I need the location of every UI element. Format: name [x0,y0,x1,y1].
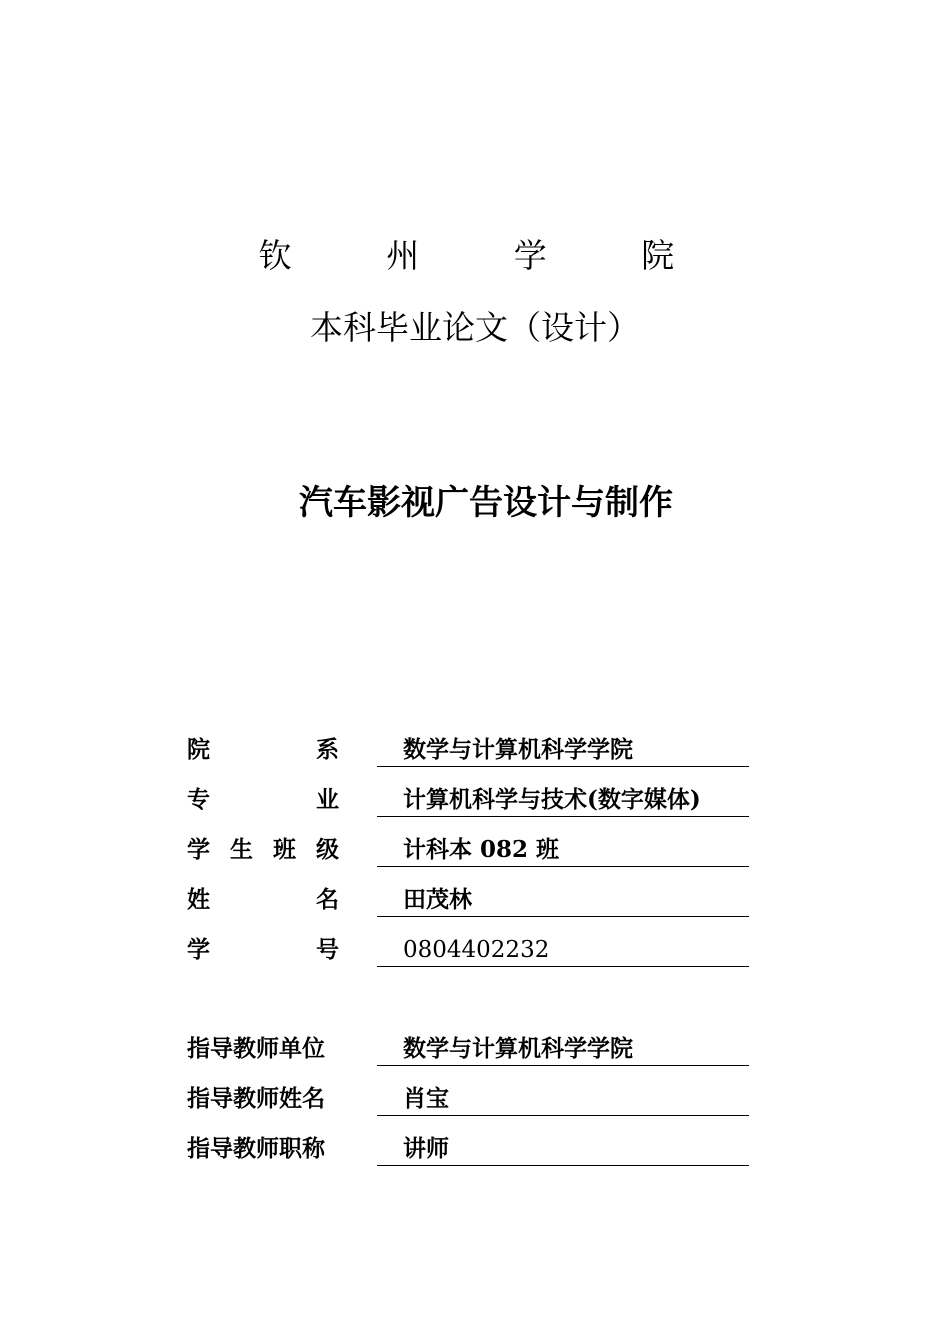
department-row [187,732,749,768]
advisor-unit-label: 指导教师单位 [187,1035,325,1062]
school-name: 钦 州 学 院 [258,236,717,275]
name-row [187,882,749,918]
major-field [377,782,749,817]
department-label [187,732,339,768]
student-id-label-char: 号 [316,936,339,963]
student-id-value: 0804402232 [403,937,550,963]
advisor-name-field [377,1081,749,1116]
student-id-row [187,932,749,968]
advisor-unit-row [187,1031,749,1067]
department-value: 数学与计算机科学学院 [403,736,633,763]
advisor-name-label: 指导教师姓名 [187,1085,325,1112]
thesis-type: 本科毕业论文（设计） [310,308,640,347]
name-value: 田茂林 [403,886,472,913]
department-field [377,732,749,767]
advisor-name-row [187,1081,749,1117]
advisor-name-value: 肖宝 [403,1085,449,1112]
advisor-title-value: 讲师 [403,1135,449,1162]
major-value: 计算机科学与技术(数字媒体) [403,786,701,813]
student-id-field [377,932,749,967]
advisor-unit-value: 数学与计算机科学学院 [403,1035,633,1062]
student-id-label-char: 学 [187,936,210,963]
student-id-label [187,932,339,968]
class-value: 计科本 082 班 [403,836,560,863]
class-field [377,832,749,867]
class-label [187,832,339,868]
advisor-title-row [187,1131,749,1167]
name-label-char: 姓 [187,886,210,913]
name-label-char: 名 [316,886,339,913]
department-label-char: 系 [316,736,339,763]
class-label-char: 学 [187,836,210,863]
major-label [187,782,339,818]
major-label-char: 专 [187,786,210,813]
major-row [187,782,749,818]
advisor-title-label: 指导教师职称 [187,1135,325,1162]
name-field [377,882,749,917]
major-label-char: 业 [316,786,339,813]
advisor-unit-field [377,1031,749,1066]
class-row [187,832,749,868]
class-label-char: 级 [316,836,339,863]
thesis-title: 汽车影视广告设计与制作 [299,483,673,523]
name-label [187,882,339,918]
class-label-char: 生 [230,836,253,863]
advisor-title-field [377,1131,749,1166]
class-label-char: 班 [273,836,296,863]
department-label-char: 院 [187,736,210,763]
